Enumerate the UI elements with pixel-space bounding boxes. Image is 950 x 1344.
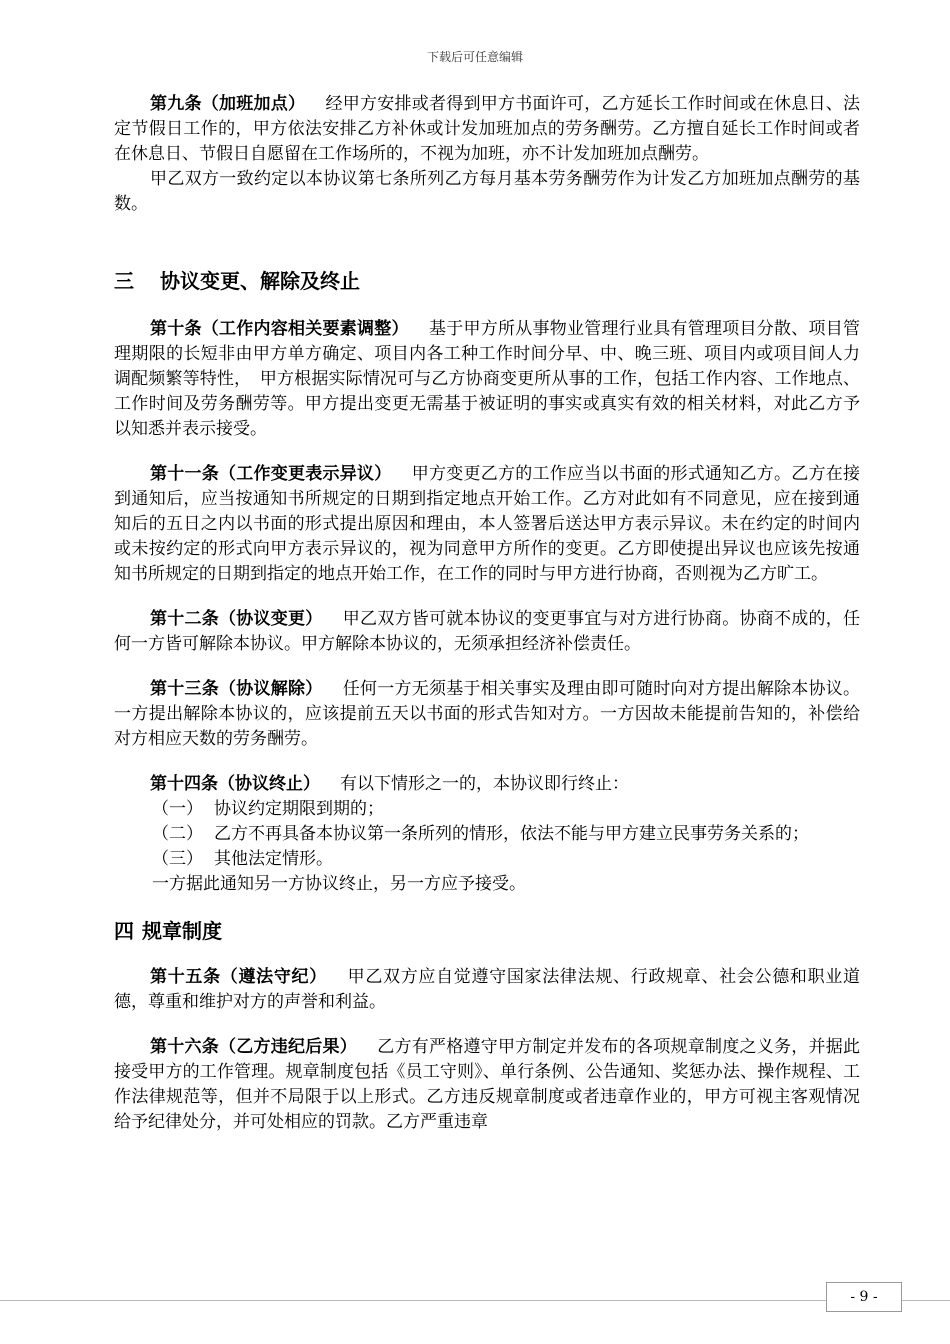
document-body bbox=[114, 92, 860, 1135]
article-14-title: 第十四条（协议终止） bbox=[150, 774, 320, 794]
article-9-body: 经甲方安排或者得到甲方书面许可，乙方延长工作时间或在休息日、法定节假日工作的，甲方依法安排乙方补休或计发加班加点的劳务酬劳。乙方擅自延长工作时间或者在休息日、节假日自愿留在工作场所的，不视为加班，亦不计发加班加点酬劳。 bbox=[114, 94, 860, 164]
list-item-number: （一） bbox=[152, 799, 203, 819]
section-3-number: 三 bbox=[114, 269, 134, 293]
article-15 bbox=[114, 965, 860, 1015]
page-header: 下载后可任意编辑 bbox=[426, 50, 523, 64]
article-14-closing: 一方据此通知另一方协议终止，另一方应予接受。 bbox=[152, 874, 526, 894]
article-10 bbox=[114, 317, 860, 442]
article-12-title: 第十二条（协议变更） bbox=[150, 609, 323, 629]
section-3-title: 协议变更、解除及终止 bbox=[160, 269, 360, 293]
article-15-body: 甲乙双方应自觉遵守国家法律法规、行政规章、社会公德和职业道德，尊重和维护对方的声誉和利益。 bbox=[114, 967, 861, 1012]
article-14-item-3 bbox=[114, 847, 860, 872]
article-16-title: 第十六条（乙方违纪后果） bbox=[150, 1037, 357, 1057]
article-9-title: 第九条（加班加点） bbox=[150, 94, 306, 114]
article-9-paragraph-2: 甲乙双方一致约定以本协议第七条所列乙方每月基本劳务酬劳作为计发乙方加班加点酬劳的基数。 bbox=[114, 169, 860, 214]
article-14 bbox=[114, 772, 860, 797]
article-9 bbox=[114, 92, 860, 167]
section-3-heading bbox=[114, 267, 860, 295]
list-item-text: 协议约定期限到期的； bbox=[214, 799, 384, 819]
list-item-text: 乙方不再具备本协议第一条所列的情形，依法不能与甲方建立民事劳务关系的； bbox=[214, 824, 809, 844]
article-13-title: 第十三条（协议解除） bbox=[150, 679, 323, 699]
article-12 bbox=[114, 607, 860, 657]
article-10-body: 基于甲方所从事物业管理行业具有管理项目分散、项目管理期限的长短非由甲方单方确定、项目内各工种工作时间分早、中、晚三班、项目内或项目间人力调配频繁等特性， 甲方根据实际情况可与乙方协商变更所从事的工作，包括工作内容、工作地点、工作时间及劳务酬劳等。甲方提出变更无需基于被证明的事实或真实有效的相关材料，对此乙方予以知悉并表示接受。 bbox=[114, 319, 860, 439]
section-4-heading bbox=[114, 917, 860, 945]
page-number: - 9 - bbox=[826, 1282, 902, 1312]
article-14-item-1 bbox=[114, 797, 860, 822]
section-4-title: 规章制度 bbox=[142, 919, 222, 943]
article-12-body: 甲乙双方皆可就本协议的变更事宜与对方进行协商。协商不成的，任何一方皆可解除本协议。甲方解除本协议的，无须承担经济补偿责任。 bbox=[114, 609, 860, 654]
article-16 bbox=[114, 1035, 860, 1135]
article-16-body: 乙方有严格遵守甲方制定并发布的各项规章制度之义务，并据此接受甲方的工作管理。规章制度包括《员工守则》、单行条例、公告通知、奖惩办法、操作规程、工作法律规范等，但并不局限于以上形式。乙方违反规章制度或者违章作业的，甲方可视主客观情况给予纪律处分，并可处相应的罚款。乙方严重违章 bbox=[114, 1037, 860, 1132]
article-11 bbox=[114, 462, 860, 587]
article-11-body: 甲方变更乙方的工作应当以书面的形式通知乙方。乙方在接到通知后，应当按通知书所规定的日期到指定地点开始工作。乙方对此如有不同意见，应在接到通知后的五日之内以书面的形式提出原因和理由，本人签署后送达甲方表示异议。未在约定的时间内或未按约定的形式向甲方表示异议的，视为同意甲方所作的变更。乙方即使提出异议也应该先按通知书所规定的日期到指定的地点开始工作，在工作的同时与甲方进行协商，否则视为乙方旷工。 bbox=[114, 464, 860, 584]
article-14-body: 有以下情形之一的，本协议即行终止： bbox=[340, 774, 629, 794]
list-item-number: （二） bbox=[152, 824, 203, 844]
article-10-title: 第十条（工作内容相关要素调整） bbox=[150, 319, 409, 339]
section-4-number: 四 bbox=[114, 919, 134, 943]
article-13-body: 任何一方无须基于相关事实及理由即可随时向对方提出解除本协议。一方提出解除本协议的，应该提前五天以书面的形式告知对方。一方因故未能提前告知的，补偿给对方相应天数的劳务酬劳。 bbox=[114, 679, 860, 749]
article-15-title: 第十五条（遵法守纪） bbox=[150, 967, 327, 987]
article-14-item-2 bbox=[114, 822, 860, 847]
article-11-title: 第十一条（工作变更表示异议） bbox=[150, 464, 392, 484]
article-13 bbox=[114, 677, 860, 752]
list-item-text: 其他法定情形。 bbox=[214, 849, 333, 869]
list-item-number: （三） bbox=[152, 849, 203, 869]
footer-divider bbox=[0, 1300, 950, 1301]
